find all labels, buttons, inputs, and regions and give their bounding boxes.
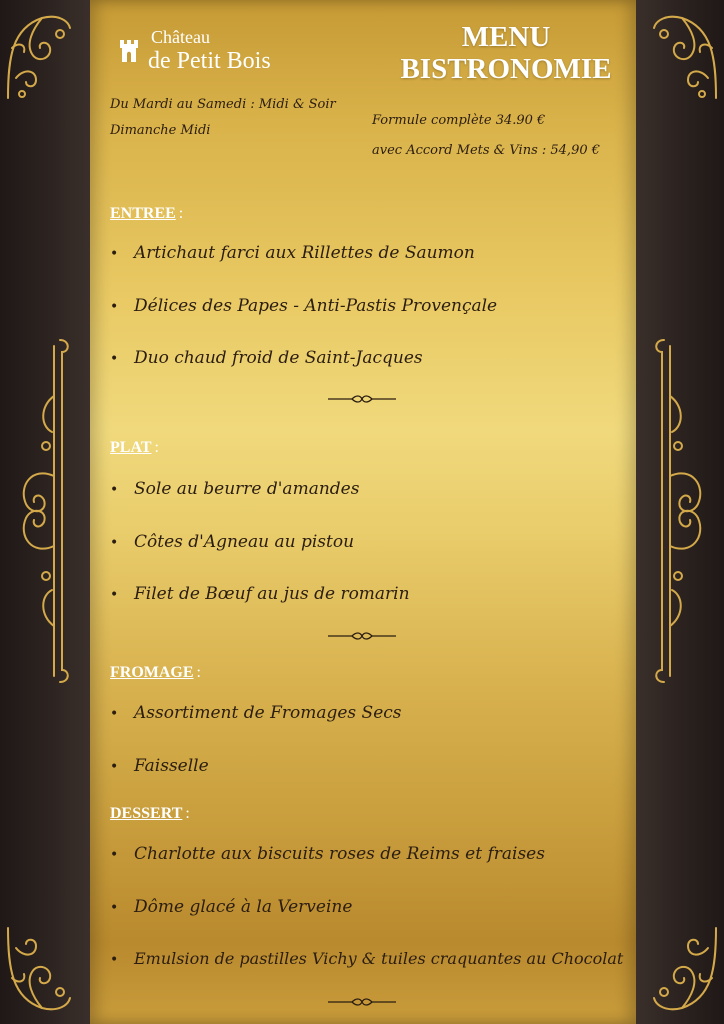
ornament-top-left: [2, 8, 76, 104]
ornament-bottom-left: [2, 918, 76, 1018]
bullet-icon: •: [110, 706, 119, 722]
bullet-icon: •: [110, 847, 119, 863]
bullet-icon: •: [110, 482, 119, 498]
bullet-icon: •: [110, 587, 119, 603]
menu-item: [110, 243, 475, 263]
logo-line-2: de Petit Bois: [148, 48, 271, 74]
logo-line-1: Château: [151, 27, 210, 47]
price-line-2: avec Accord Mets & Vins : 54,90 €: [372, 143, 601, 158]
section-divider-ornament: [328, 997, 396, 1007]
menu-item-label: Duo chaud froid de Saint-Jacques: [134, 348, 423, 368]
menu-title: [380, 22, 632, 86]
section-divider-ornament: [328, 394, 396, 404]
menu-item: [110, 532, 354, 552]
menu-title-line-2: BISTRONOMIE: [400, 52, 612, 85]
menu-item: [110, 844, 545, 864]
bullet-icon: •: [110, 299, 119, 315]
menu-item: [110, 348, 423, 368]
ornament-left-scroll: [12, 336, 74, 686]
ornament-bottom-right: [648, 918, 722, 1018]
section-title-colon: :: [178, 205, 184, 222]
menu-item-label: Charlotte aux biscuits roses de Reims et fraises: [134, 844, 545, 864]
menu-item-label: Assortiment de Fromages Secs: [134, 703, 402, 723]
menu-item-label: Faisselle: [134, 756, 209, 776]
menu-item-label: Artichaut farci aux Rillettes de Saumon: [134, 243, 475, 263]
section-title-colon: :: [154, 439, 159, 456]
bullet-icon: •: [110, 351, 119, 367]
bullet-icon: •: [110, 535, 119, 551]
menu-item: [110, 479, 359, 499]
menu-item: [110, 949, 623, 968]
section-title-text: ENTREE: [110, 205, 176, 222]
menu-item: [110, 703, 402, 723]
menu-title-line-1: MENU: [461, 21, 551, 53]
section-title-plat: [110, 439, 159, 457]
ornament-top-right: [648, 8, 722, 104]
menu-item: [110, 756, 209, 776]
menu-item: [110, 897, 352, 917]
menu-item-label: Délices des Papes - Anti-Pastis Provençale: [134, 296, 498, 316]
section-title-text: FROMAGE: [110, 664, 194, 681]
bullet-icon: •: [110, 759, 119, 775]
price-info: [372, 106, 600, 166]
ornament-right-scroll: [650, 336, 712, 686]
section-title-entree: [110, 205, 183, 223]
menu-item-label: Côtes d'Agneau au pistou: [134, 532, 355, 552]
section-divider-ornament: [328, 631, 396, 641]
menu-item-label: Emulsion de pastilles Vichy & tuiles craquantes au Chocolat: [134, 949, 624, 968]
hours-line-1: Du Mardi au Samedi : Midi & Soir: [110, 97, 336, 112]
menu-item: [110, 296, 497, 316]
menu-item-label: Dôme glacé à la Verveine: [134, 897, 353, 917]
section-title-colon: :: [196, 664, 201, 681]
logo: [118, 28, 271, 73]
opening-hours: [110, 92, 336, 144]
castle-tower-icon: [118, 38, 140, 64]
menu-item-label: Sole au beurre d'amandes: [134, 479, 360, 499]
logo-text: [148, 28, 271, 73]
section-title-text: DESSERT: [110, 805, 183, 822]
section-title-dessert: [110, 805, 190, 823]
menu-item: [110, 584, 410, 604]
section-title-text: PLAT: [110, 439, 152, 456]
menu-item-label: Filet de Bœuf au jus de romarin: [134, 584, 410, 604]
hours-line-2: Dimanche Midi: [110, 123, 211, 138]
bullet-icon: •: [110, 952, 119, 968]
bullet-icon: •: [110, 246, 119, 262]
section-title-colon: :: [185, 805, 190, 822]
bullet-icon: •: [110, 900, 119, 916]
price-line-1: Formule complète 34.90 €: [372, 113, 546, 128]
section-title-fromage: [110, 664, 201, 682]
